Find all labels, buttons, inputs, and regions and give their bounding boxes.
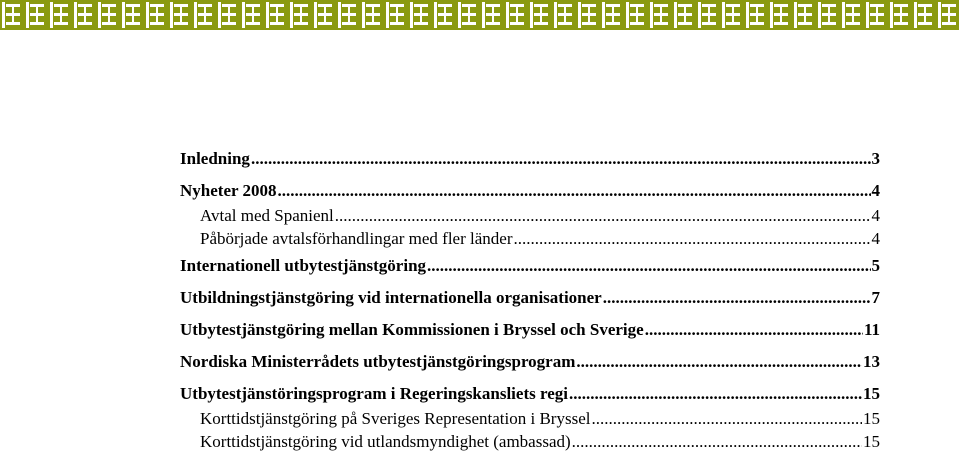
toc-entry-title: Internationell utbytestjänstgöring — [180, 256, 427, 275]
toc-entry-title: Utbytestjänstgöring mellan Kommissionen i Bryssel och Sverige — [180, 320, 644, 339]
toc-entry-title: Korttidstjänstgöring vid utlandsmyndighet (ambassad) — [200, 432, 571, 451]
toc-dot-leader — [513, 227, 870, 250]
toc-entry-page: 15 — [863, 384, 880, 403]
toc-entry-utbildningstjanstgoring[interactable] — [180, 285, 880, 311]
toc-entry-nyheter-2008[interactable] — [180, 178, 880, 204]
toc-entry-paborjade-avtalsforhandlingar[interactable] — [180, 227, 880, 250]
toc-entry-korttid-representation-bryssel[interactable] — [180, 407, 880, 430]
toc-entry-page: 4 — [871, 181, 880, 200]
toc-entry-title: Korttidstjänstgöring på Sveriges Representation i Bryssel — [200, 409, 591, 428]
toc-entry-title: Utbildningstjänstgöring vid internationella organisationer — [180, 288, 602, 307]
toc-dot-leader — [427, 253, 870, 279]
toc-entry-internationell-utbytestjanstgoring[interactable] — [180, 253, 880, 279]
toc-entry-inledning[interactable] — [180, 146, 880, 172]
toc-entry-nordiska-ministerradet[interactable] — [180, 349, 880, 375]
toc-entry-korttid-utlandsmyndighet[interactable] — [180, 430, 880, 453]
toc-entry-title: Utbytestjänstöringsprogram i Regeringskansliets regi — [180, 384, 568, 403]
toc-entry-page: 4 — [871, 206, 880, 225]
toc-dot-leader — [569, 381, 862, 407]
toc-entry-page: 3 — [871, 149, 880, 168]
toc-entry-title: Nordiska Ministerrådets utbytestjänstgöringsprogram — [180, 352, 576, 371]
toc-entry-regeringskansliets-regi[interactable] — [180, 381, 880, 407]
toc-entry-page: 5 — [871, 256, 880, 275]
toc-dot-leader — [576, 349, 862, 375]
toc-entry-page: 11 — [863, 320, 880, 339]
decorative-banner — [0, 0, 959, 30]
toc-dot-leader — [572, 430, 862, 453]
toc-entry-page: 4 — [871, 229, 880, 248]
toc-dot-leader — [603, 285, 871, 311]
toc-entry-page: 15 — [863, 409, 880, 428]
toc-dot-leader — [277, 178, 870, 204]
toc-entry-title: Avtal med Spanienl — [200, 206, 334, 225]
toc-entry-page: 7 — [871, 288, 880, 307]
toc-dot-leader — [335, 204, 871, 227]
toc-entry-avtal-med-spanien[interactable] — [180, 204, 880, 227]
toc-dot-leader — [591, 407, 862, 430]
banner-pattern-graphic — [0, 0, 959, 30]
toc-dot-leader — [645, 317, 863, 343]
toc-entry-title: Inledning — [180, 149, 250, 168]
toc-entry-kommissionen-bryssel[interactable] — [180, 317, 880, 343]
toc-entry-title: Nyheter 2008 — [180, 181, 277, 200]
table-of-contents — [180, 146, 880, 453]
toc-entry-page: 13 — [863, 352, 880, 371]
toc-dot-leader — [251, 146, 871, 172]
toc-entry-page: 15 — [863, 432, 880, 451]
toc-entry-title: Påbörjade avtalsförhandlingar med fler länder — [200, 229, 513, 248]
